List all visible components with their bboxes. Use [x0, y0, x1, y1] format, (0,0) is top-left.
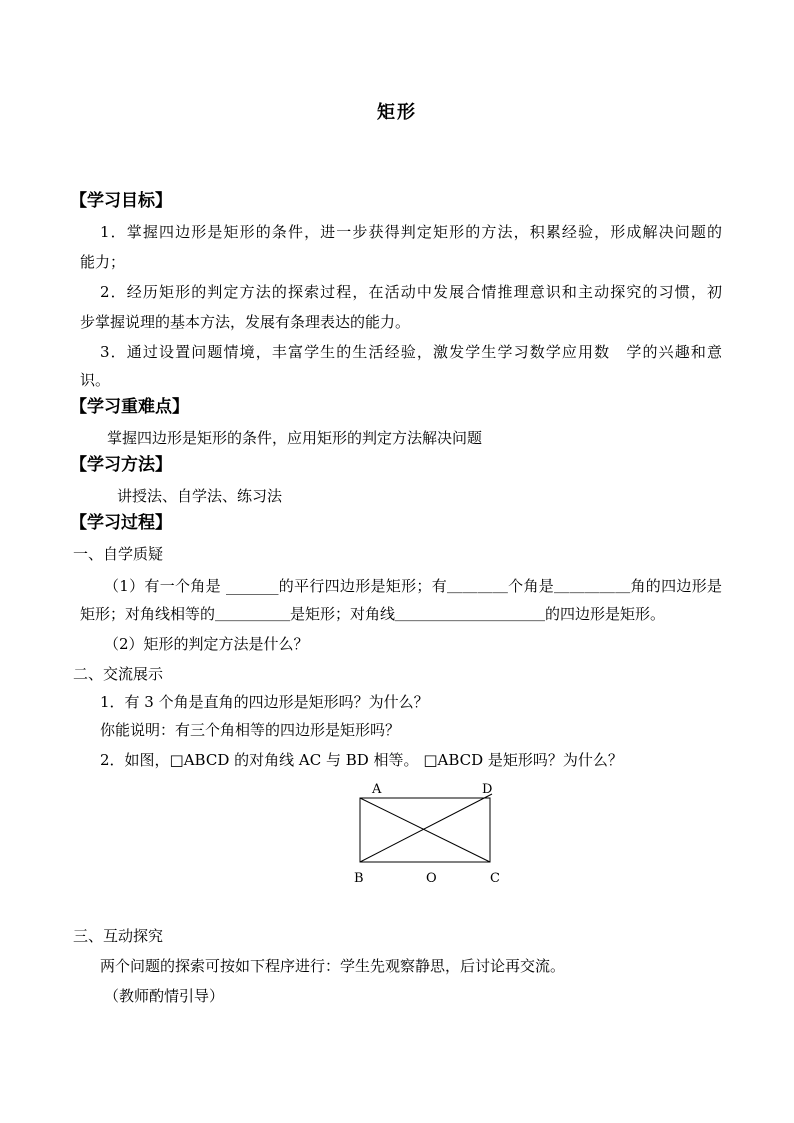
goals-heading: 【学习目标】 [70, 191, 172, 211]
point-label-o: O [426, 871, 437, 886]
section-2-question-1: 1．有 3 个角是直角的四边形是矩形吗？为什么？ [100, 693, 429, 711]
key-points-text: 掌握四边形是矩形的条件，应用矩形的判定方法解决问题 [107, 429, 483, 447]
goal-item-2-line-1: 2．经历矩形的判定方法的探索过程，在活动中发展合情推理意识和主动探究的习惯，初 [100, 283, 722, 301]
process-heading: 【学习过程】 [70, 513, 172, 533]
section-1-question-1-line-2: 矩形；对角线相等的＿＿＿＿＿是矩形；对角线＿＿＿＿＿＿＿＿＿＿的四边形是矩形。 [80, 605, 666, 623]
section-3-text: 两个问题的探索可按如下程序进行：学生先观察静思，后讨论再交流。 [100, 957, 566, 975]
vertex-label-b: B [354, 871, 364, 886]
diagonal-bd [360, 794, 492, 862]
key-points-heading: 【学习重难点】 [70, 397, 189, 417]
goal-item-1-line-1: 1．掌握四边形是矩形的条件，进一步获得判定矩形的方法，积累经验，形成解决问题的 [100, 223, 722, 241]
rectangle-diagram [340, 778, 520, 888]
section-2-title: 二、交流展示 [73, 665, 164, 683]
section-1-title: 一、自学质疑 [73, 545, 164, 563]
goal-item-1-line-2: 能力； [80, 253, 126, 271]
goal-item-3-line-1: 3．通过设置问题情境，丰富学生的生活经验，激发学生学习数学应用数 学的兴趣和意 [100, 343, 722, 361]
section-1-question-1-line-1: （1）有一个角是 _______的平行四边形是矩形；有＿＿＿＿个角是＿＿＿＿＿角的四边形是 [104, 577, 722, 595]
method-heading: 【学习方法】 [70, 455, 172, 475]
section-1-question-2: （2）矩形的判定方法是什么？ [104, 635, 309, 653]
section-3-title: 三、互动探究 [73, 927, 164, 945]
section-2-question-1b: 你能说明：有三个角相等的四边形是矩形吗？ [100, 721, 401, 739]
page-title: 矩形 [377, 102, 417, 123]
goal-item-3-line-2: 识。 [80, 371, 111, 389]
section-2-question-2: 2．如图，□ABCD 的对角线 AC 与 BD 相等。 □ABCD 是矩形吗？为什么？ [100, 751, 623, 769]
vertex-label-d: D [482, 782, 493, 797]
method-text: 讲授法、自学法、练习法 [117, 487, 283, 505]
vertex-label-a: A [372, 782, 382, 797]
goal-item-2-line-2: 步掌握说理的基本方法，发展有条理表达的能力。 [80, 313, 411, 331]
section-3-note: （教师酌情引导） [104, 987, 225, 1005]
vertex-label-c: C [490, 871, 500, 886]
